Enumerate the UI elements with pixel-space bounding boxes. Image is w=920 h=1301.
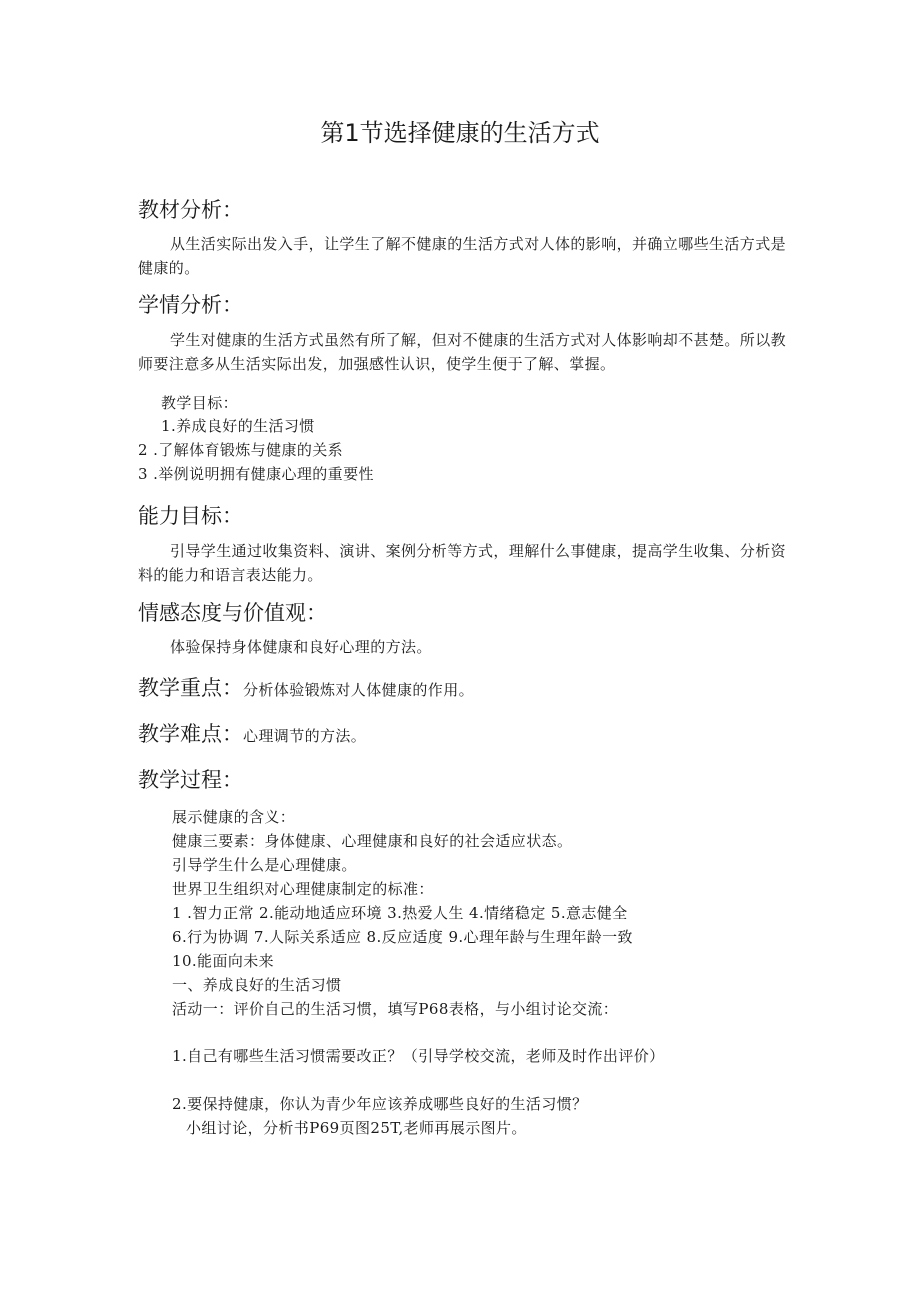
material-text: 从生活实际出发入手，让学生了解不健康的生活方式对人体的影响，并确立哪些生活方式是健康的。	[138, 235, 787, 277]
students-text: 学生对健康的生活方式虽然有所了解，但对不健康的生活方式对人体影响却不甚楚。所以教师要注意多从生活实际出发，加强感性认识，使学生便于了解、掌握。	[138, 331, 787, 373]
goal-item-3: 3 .举例说明拥有健康心理的重要性	[138, 465, 374, 483]
key-point-text: 分析体验锻炼对人体健康的作用。	[243, 681, 475, 699]
ability-text: 引导学生通过收集资料、演讲、案例分析等方式，理解什么事健康，提高学生收集、分析资料的能力和语言表达能力。	[138, 542, 787, 584]
page-title: 第1节选择健康的生活方式	[320, 119, 600, 147]
process-line: 2.要保持健康，你认为青少年应该养成哪些良好的生活习惯？	[172, 1095, 588, 1113]
goal-item-2: 2 .了解体育锻炼与健康的关系	[138, 441, 344, 459]
process-line: 6.行为协调 7.人际关系适应 8.反应适度 9.心理年龄与生理年龄一致	[172, 928, 633, 946]
process-line: 引导学生什么是心理健康。	[172, 856, 357, 874]
difficulty-text: 心理调节的方法。	[243, 727, 367, 745]
heading-emotion: 情感态度与价值观：	[138, 601, 327, 625]
heading-process: 教学过程：	[138, 768, 243, 792]
process-line: 活动一：评价自己的生活习惯，填写P68表格，与小组讨论交流：	[172, 1000, 619, 1018]
heading-students: 学情分析：	[138, 293, 243, 317]
emotion-text: 体验保持身体健康和良好心理的方法。	[170, 638, 432, 656]
process-line: 一、养成良好的生活习惯	[172, 976, 342, 994]
process-line: 展示健康的含义：	[172, 808, 296, 826]
key-point	[138, 672, 474, 702]
heading-key-point: 教学重点：	[138, 676, 243, 700]
process-line: 健康三要素：身体健康、心理健康和良好的社会适应状态。	[172, 832, 573, 850]
goals-label: 教学目标：	[161, 394, 239, 412]
process-line: 世界卫生组织对心理健康制定的标准：	[172, 880, 434, 898]
process-line: 1.自己有哪些生活习惯需要改正？（引导学校交流，老师及时作出评价）	[172, 1047, 665, 1065]
goal-item-1: 1.养成良好的生活习惯	[161, 417, 315, 435]
difficulty	[138, 718, 366, 748]
process-line: 小组讨论，分析书P69页图25T,老师再展示图片。	[186, 1119, 527, 1137]
heading-difficulty: 教学难点：	[138, 722, 243, 746]
heading-material: 教材分析：	[138, 198, 243, 222]
process-line: 1 .智力正常 2.能动地适应环境 3.热爱人生 4.情绪稳定 5.意志健全	[172, 904, 628, 922]
heading-ability: 能力目标：	[138, 504, 243, 528]
process-line: 10.能面向未来	[172, 952, 275, 970]
